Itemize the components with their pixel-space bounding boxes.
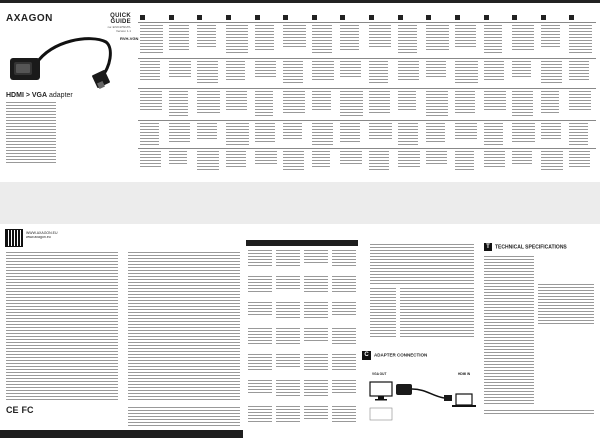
instruction-cell [512, 123, 535, 142]
language-badge-icon [312, 15, 317, 20]
language-badge-icon [455, 15, 460, 20]
instruction-cell [484, 25, 503, 55]
instruction-cell [541, 91, 560, 114]
instruction-cell [312, 25, 333, 55]
instruction-cell [332, 250, 356, 268]
instruction-cell [197, 151, 219, 171]
asian-text-block [370, 244, 474, 284]
safety-text-column [6, 252, 118, 402]
monitor-icon [370, 382, 392, 401]
product-title [6, 92, 73, 99]
fcc-mark-icon: FC [21, 405, 34, 415]
spec-list-left [484, 256, 534, 406]
language-column-header [253, 14, 282, 21]
instruction-cell [255, 151, 278, 165]
product-name: HDMI > VGA [6, 92, 48, 99]
instruction-cell [140, 151, 161, 168]
instruction-cell [248, 354, 272, 370]
instruction-cell [226, 61, 245, 82]
website-block [26, 231, 58, 239]
instruction-cell [255, 91, 274, 117]
certification-marks [6, 405, 37, 415]
language-badge-icon [226, 15, 231, 20]
connection-diagram [366, 378, 478, 426]
instruction-cell [255, 123, 276, 142]
language-badge-icon [169, 15, 174, 20]
instruction-cell [283, 123, 302, 139]
adapter-badge: C [362, 351, 371, 360]
instruction-cell [276, 250, 300, 266]
language-column-header [338, 14, 367, 21]
instruction-cell [398, 25, 418, 55]
language-badge-icon [541, 15, 546, 20]
instruction-cell [340, 25, 359, 52]
hdmi-in-label: HDMI IN [458, 372, 471, 376]
instruction-cell [398, 61, 420, 82]
language-badge-icon [369, 15, 374, 20]
instruction-cell [248, 302, 272, 316]
spec-list-right [538, 284, 594, 324]
language-column-header [167, 14, 196, 21]
instruction-cell [398, 91, 417, 111]
qr-code-icon [5, 229, 23, 247]
instruction-cell [369, 123, 392, 139]
row-divider [138, 22, 596, 23]
language-badge-icon [569, 15, 574, 20]
instruction-cell [197, 25, 216, 49]
back-page [0, 224, 600, 438]
instruction-cell [541, 25, 561, 49]
instruction-cell [340, 61, 361, 79]
instruction-cell [332, 328, 356, 346]
warning-text-column [128, 252, 240, 402]
adapter-connection-heading [362, 351, 427, 360]
instruction-cell [484, 151, 506, 168]
instruction-cell [276, 380, 300, 398]
guide-languages: na: EN/CZ/SK/PL [107, 25, 131, 29]
instruction-cell [255, 61, 277, 79]
instruction-cell [283, 91, 305, 114]
language-list [6, 102, 56, 164]
instruction-cell [283, 61, 303, 85]
instruction-cell [140, 25, 163, 55]
instruction-cell [140, 91, 162, 111]
instruction-cell [569, 61, 589, 82]
instruction-cell [276, 328, 300, 344]
instruction-cell [332, 302, 356, 316]
instruction-cell [541, 123, 562, 139]
instruction-cell [332, 406, 356, 424]
laptop-icon [452, 394, 476, 407]
language-badge-icon [255, 15, 260, 20]
instruction-cell [312, 123, 334, 145]
instruction-cell [197, 61, 218, 85]
instruction-cell [304, 276, 328, 294]
language-column-header [510, 14, 539, 21]
language-badge-icon [140, 15, 145, 20]
instruction-cell [484, 123, 504, 145]
language-column-header [281, 14, 310, 21]
instruction-cell [569, 123, 588, 145]
instruction-cell [304, 302, 328, 318]
instruction-cell [426, 151, 447, 165]
instruction-cell [312, 61, 335, 82]
instruction-cell [248, 250, 272, 268]
instruction-cell [255, 25, 275, 52]
language-column-header [224, 14, 253, 21]
instruction-cell [569, 91, 591, 111]
instruction-cell [169, 151, 188, 165]
instruction-cell [283, 25, 306, 49]
instruction-cell [276, 302, 300, 320]
instruction-cell [484, 91, 507, 111]
instruction-cell [312, 91, 332, 111]
language-column-header [424, 14, 453, 21]
language-badge-icon [484, 15, 489, 20]
instruction-cell [541, 151, 564, 171]
brand-logo: AXAGON [6, 13, 53, 24]
instruction-cell [398, 151, 421, 168]
language-column-header [567, 14, 596, 21]
top-stripe [0, 0, 600, 3]
instruction-cell [248, 406, 272, 424]
instruction-cell [197, 91, 220, 114]
language-column-header [195, 14, 224, 21]
instruction-cell [304, 380, 328, 396]
vga-out-label: VGA OUT [372, 372, 387, 376]
instruction-cell [398, 123, 419, 145]
instruction-cell [369, 91, 390, 114]
product-suffix: adapter [47, 92, 73, 99]
front-page [0, 0, 600, 182]
language-column-header [367, 14, 396, 21]
instruction-cell [304, 328, 328, 342]
instruction-cell [455, 61, 478, 85]
language-column-header [539, 14, 568, 21]
instruction-cell [226, 25, 248, 55]
instruction-cell [248, 380, 272, 394]
spec-footnote [484, 410, 594, 416]
language-badge-icon [283, 15, 288, 20]
product-code: RVH-VGN [120, 36, 139, 41]
instruction-cell [569, 151, 590, 168]
language-column-header [396, 14, 425, 21]
language-column-header [138, 14, 167, 21]
instruction-cell [276, 276, 300, 290]
language-badge-icon [426, 15, 431, 20]
instruction-cell [340, 123, 360, 142]
instruction-cell [226, 123, 249, 145]
instruction-cell [248, 276, 272, 292]
language-column-header [482, 14, 511, 21]
instruction-cell [140, 61, 160, 82]
instruction-cell [276, 406, 300, 422]
row-divider [138, 120, 596, 121]
hdmi-vga-adapter-photo [6, 32, 118, 90]
arabic-text-block [400, 288, 474, 338]
instruction-cell [169, 25, 190, 52]
instruction-cell [140, 123, 159, 145]
row-divider [138, 88, 596, 89]
instruction-cell [426, 91, 448, 117]
instruction-cell [541, 61, 563, 85]
instruction-cell [455, 91, 475, 114]
instruction-cell [169, 61, 192, 79]
instruction-cell [369, 151, 389, 171]
middle-header-bar [246, 240, 358, 246]
instruction-cell [332, 380, 356, 394]
tech-badge: T [484, 243, 492, 251]
language-column-header [310, 14, 339, 21]
language-badge-icon [512, 15, 517, 20]
instruction-cell [455, 151, 474, 171]
chinese-text-block [128, 407, 240, 427]
technical-specifications-heading [484, 243, 567, 251]
row-divider [138, 148, 596, 149]
instruction-cell [197, 123, 217, 139]
instruction-cell [426, 123, 445, 142]
adapter-title: ADAPTER CONNECTION [374, 352, 428, 358]
instruction-cell [512, 91, 533, 117]
instruction-cell [512, 151, 532, 165]
guide-title: QUICK GUIDE [110, 13, 131, 25]
instruction-cell [304, 406, 328, 420]
instruction-cell [276, 354, 300, 368]
instruction-cell [484, 61, 505, 82]
language-badge-icon [197, 15, 202, 20]
instruction-cell [455, 123, 477, 139]
tech-title: TECHNICAL SPECIFICATIONS [495, 244, 567, 251]
website-line-2: www.axagon.eu [26, 235, 51, 239]
instruction-cell [312, 151, 331, 168]
instruction-cell [304, 250, 328, 264]
language-badge-icon [398, 15, 403, 20]
ce-mark-icon: CE [6, 405, 19, 415]
language-badge-icon [340, 15, 345, 20]
row-divider [138, 58, 596, 59]
instruction-cell [426, 25, 449, 52]
instruction-cell [369, 25, 391, 49]
quick-guide-header [96, 13, 131, 33]
instruction-cell [332, 276, 356, 292]
hebrew-text-block [370, 288, 396, 338]
instruction-cell [512, 61, 531, 79]
instruction-cell [512, 25, 534, 52]
instruction-cell [169, 91, 189, 117]
instruction-cell [369, 61, 388, 85]
instruction-cell [283, 151, 304, 171]
instruction-cell [248, 328, 272, 346]
instruction-cell [226, 151, 246, 168]
guide-version: Version 1.1 [115, 29, 131, 33]
instruction-cell [340, 151, 362, 165]
instruction-cell [340, 91, 363, 117]
instruction-cell [169, 123, 191, 142]
footer-bar [0, 430, 243, 438]
website-line-1: WWW.AXAGON.EU [26, 231, 58, 235]
instruction-cell [332, 354, 356, 370]
instruction-cell [226, 91, 247, 111]
instruction-cell [455, 25, 476, 49]
language-column-header [453, 14, 482, 21]
language-header-row [138, 14, 596, 21]
instruction-cell [304, 354, 328, 372]
instruction-cell [426, 61, 446, 79]
instruction-cell [569, 25, 592, 55]
